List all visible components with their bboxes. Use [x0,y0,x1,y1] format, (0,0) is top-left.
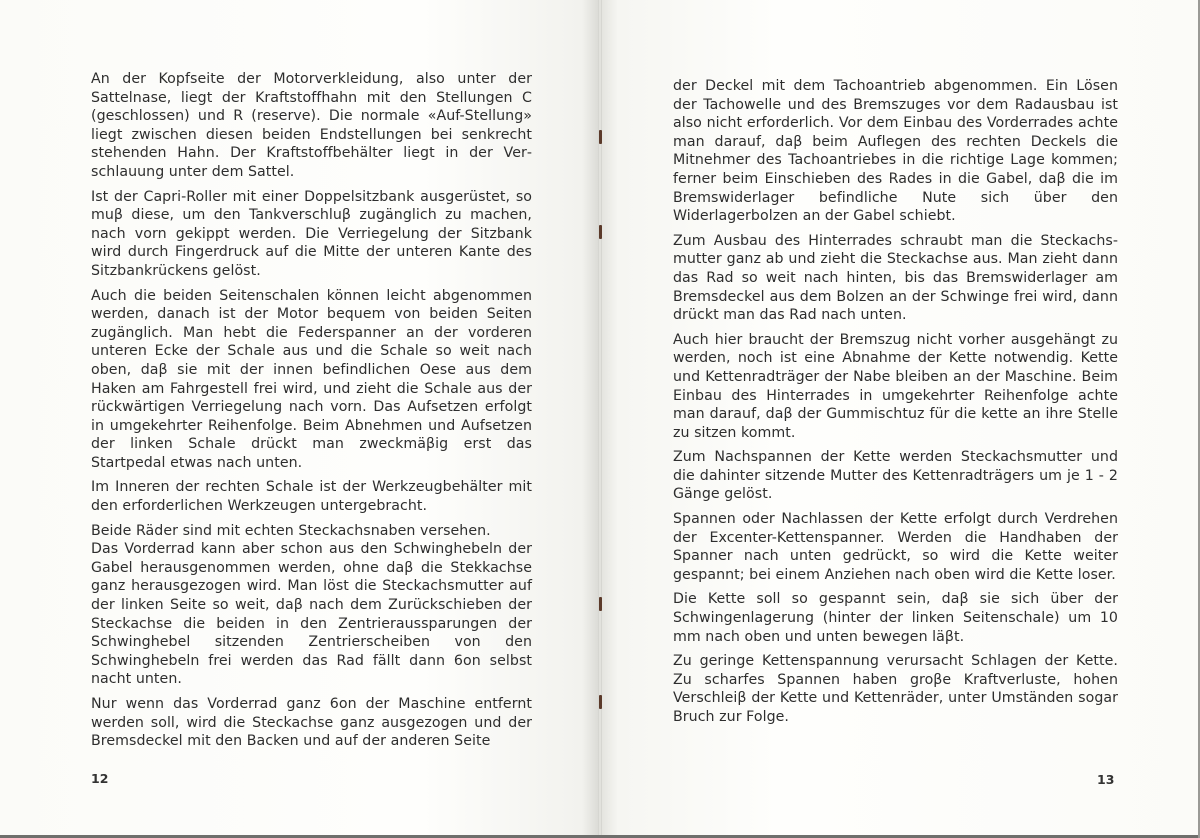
staple [599,597,602,611]
paragraph: der Deckel mit dem Tachoantrieb abgenommen. Ein Lösen der Tachowelle und des Bremszuges vor dem Radausbau ist also nicht erforderlich. Vor dem Einbau des Vorderrades achte man darauf, daβ beim Auflegen des rechten Deckels die Mitnehmer des Tachoantriebes in die richtige Lage kommen; ferner beim Einschieben des Rades in die Gabel, daβ die im Bremswiderlager befindliche Nute sich über den Widerlagerbolzen an der Gabel schiebt. [673,78,1118,225]
paragraph: Zum Ausbau des Hinterrades schraubt man die Steckachsmutter ganz ab und zieht die Steckachse aus. Man zieht dann das Rad so weit nach hinten, bis das Bremswiderlager am Bremsdeckel aus dem Bolzen an der Schwinge frei wird, dann drückt man das Rad nach unten. [673,232,1118,324]
paragraph: Ist der Capri-Roller mit einer Doppelsitzbank ausgerüstet, so muβ diese, um den Tankverschluβ zugänglich zu machen, nach vorn gekippt werden. Die Verriegelung der Sitzbank wird durch Fingerdruck auf die Mitte der unteren Kante des Sitzbankrückens gelöst. [91,188,532,279]
paragraph: Im Inneren der rechten Schale ist der Werkzeugbehälter mit den erforderlichen Werkzeugen untergebracht. [91,479,532,515]
paragraph: Auch hier braucht der Bremszug nicht vorher ausgehängt zu werden, noch ist eine Abnahme der Kette notwendig. Kette und Kettenradträger der Nabe bleiben an der Maschine. Beim Einbau des Hinterrades in umgekehrter Reihenfolge achte man darauf, daβ der Gummischtuz für die kette an ihre Stelle zu sitzen kommt. [673,331,1118,441]
staple [599,130,602,144]
paragraph: Auch die beiden Seitenschalen können leicht abgenommen werden, danach ist der Motor bequem von beiden Seiten zugänglich. Man hebt die Federspanner an der vorderen unteren Ecke der Schale aus und die Schale so weit nach oben, daβ sie mit der innen befindlichen Oese aus dem Haken am Fahrgestell frei wird, und zieht die Schale aus der rückwärtigen Verriegelung nach vorn. Das Aufsetzen erfolgt in umgekehrter Reihenfolge. Beim Abnehmen und Aufsetzen der linken Schale drückt man zweckmäβig erst das Startpedal etwas nach unten. [91,287,532,471]
paragraph: Beide Räder sind mit echten Steckachsnaben versehen. [91,522,491,539]
page-number: 12 [91,771,109,786]
paragraph: Zu geringe Kettenspannung verursacht Schlagen der Kette. Zu scharfes Spannen haben groβe Kraftverluste, hohen Verschleiβ der Kette und Kettenräder, unter Umständen sogar Bruch zur Folge. [673,653,1118,725]
right-page [600,0,1200,838]
staple [599,695,602,709]
paragraph: Zum Nachspannen der Kette werden Steckachsmutter und die dahinter sitzende Mutter des Kettenradträgers um je 1 - 2 Gänge gelöst. [673,449,1118,503]
paragraph: Nur wenn das Vorderrad ganz 6on der Maschine entfernt werden soll, wird die Steckachse ganz ausgezogen und der Bremsdeckel mit den Backen und auf der anderen Seite [91,696,532,750]
paragraph: Das Vorderrad kann aber schon aus den Schwinghebeln der Gabel herausgenommen werden, ohne daβ die Stekkachse ganz herausgezogen wird. Man löst die Steckachsmutter auf der linken Seite so weit, daβ nach dem Zurückschieben der Steckachse die beiden in den Zentrieraussparungen der Schwinghebel sitzenden Zentrierscheiben von den Schwinghebeln frei werden das Rad fällt dann 6on selbst nacht unten. [91,541,532,688]
right-page-text [673,77,1118,733]
book-gutter [598,0,602,838]
paragraph: Spannen oder Nachlassen der Kette erfolgt durch Verdrehen der Excenter-Kettenspanner. Werden die Handhaben der Spanner nach unten gedrückt, so wird die Kette weiter gespannt; bei einem Anziehen nach oben wird die Kette loser. [673,511,1118,583]
staple [599,225,602,239]
paragraph: Die Kette soll so gespannt sein, daβ sie sich über der Schwingenlagerung (hinter der linken Seitenschale) um 10 mm nach oben und unten bewegen läβt. [673,591,1118,645]
left-page-text [91,70,532,757]
paragraph: An der Kopfseite der Motorverkleidung, also unter der Sattelnase, liegt der Kraftstoffhahn mit den Stellungen C (geschlossen) und R (reserve). Die normale «Auf-Stellung» liegt zwischen diesen beiden Endstellungen bei senkrecht stehenden Hahn. Der Kraftstoffbehälter liegt in der Verschlauung unter dem Sattel. [91,71,532,180]
page-number: 13 [1097,772,1115,787]
